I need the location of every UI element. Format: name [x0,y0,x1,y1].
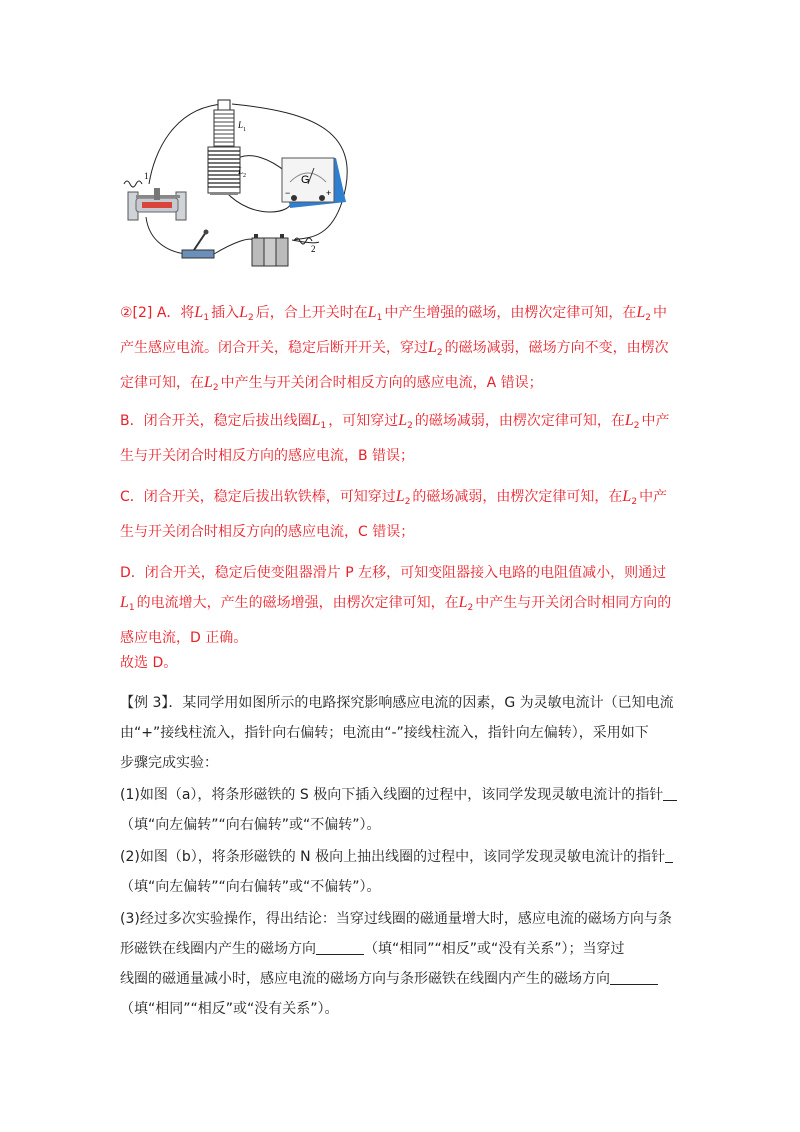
battery [252,234,288,266]
solution-c-line-2: 生与开关闭合时相反方向的感应电流，C 错误； [120,524,415,540]
example-intro-line-3: 步骤完成实验： [120,755,218,771]
switch [182,230,214,259]
question-2 [120,842,680,902]
question-2-answer-blank[interactable] [665,848,673,863]
solution-a-line-1: ②[2] A．将$L_1$ 插入$L_2$ 后，合上开关时在$L_1$ 中产生增强的磁场，由楞次定律可知，在$L_2$ 中 [120,304,667,323]
question-3-line-2: 形磁铁在线圈内产生的磁场方向 （填“相同”“相反”或“没有关系”）；当穿过 [120,941,625,957]
meter-label: G [301,174,310,186]
solution-a-line-3: 定律可知，在$L_2$ 中产生与开关闭合时相反方向的感应电流，A 错误； [120,374,543,393]
solution-option-d [120,558,680,653]
example-intro-line-2: 由“+”接线柱流入，指针向右偏转；电流由“-”接线柱流入，指针向左偏转），采用如下 [120,725,649,741]
coil1 [214,110,234,150]
question-3-line-3: 线圈的磁通量减小时，感应电流的磁场方向与条形磁铁在线圈内产生的磁场方向 [120,964,680,994]
coil2-label-sub: 2 [243,173,246,179]
meter-plus: + [326,188,332,198]
wire-rheostat-switch [146,217,186,254]
circuit-figure [114,92,364,282]
solution-option-b [120,406,680,471]
question-1-line-2: （填“向左偏转”“向右偏转”或“不偏转”）。 [120,817,381,833]
solution-c-line-1: C．闭合开关，稳定后拔出软铁棒，可知穿过$L_2$ 的磁场减弱，由楞次定律可知，在$L_2$ 中产 [120,488,668,507]
wire-switch-battery [214,239,254,254]
question-3-answer-blank-1[interactable] [316,940,364,955]
coil2 [208,147,240,195]
question-2-line-1: (2)如图（b），将条形磁铁的 N 极向上抽出线圈的过程中，该同学发现灵敏电流计的指针 [120,842,680,872]
question-1-line-1: (1)如图（a），将条形磁铁的 S 极向下插入线圈的过程中，该同学发现灵敏电流计的指针 [120,780,680,810]
solution-a-line-2: 产生感应电流。闭合开关，稳定后断开开关，穿过$L_2$ 的磁场减弱，磁场方向不变，由楞次 [120,339,669,358]
solution-d-line-1: D．闭合开关，稳定后使变阻器滑片 P 左移，可知变阻器接入电路的电阻值减小，则通过 [120,565,667,581]
solution-b-line-2: 生与开关闭合时相反方向的感应电流，B 错误； [120,448,415,464]
example-3-intro [120,688,680,778]
question-3 [120,904,680,1024]
question-1 [120,780,680,840]
solution-b-line-1: B．闭合开关，稳定后拔出线圈$L_1$ ，可知穿过$L_2$ 的磁场减弱，由楞次定律可知，在$L_2$ 中产 [120,412,670,431]
question-2-line-2: （填“向左偏转”“向右偏转”或“不偏转”）。 [120,879,381,895]
solution-d-line-2: $L_1$ 的电流增大，产生的磁场增强，由楞次定律可知，在$L_2$ 中产生与开关闭合时相同方向的 [120,594,672,613]
coil1-cap [218,100,230,110]
terminal2-label: 2 [311,244,316,254]
solution-d-line-3: 感应电流，D 正确。 [120,630,248,646]
terminal1-label: 1 [144,171,149,181]
meter-minus: − [285,188,291,198]
solution-option-a [120,298,680,403]
solution-option-c [120,482,680,547]
rheostat [128,188,186,220]
question-1-answer-blank[interactable] [663,786,677,801]
question-3-line-4: （填“相同”“相反”或“没有关系”）。 [120,1001,339,1017]
coil1-label-sub: 1 [243,127,246,133]
galvanometer [282,158,346,208]
question-3-line-1: (3)经过多次实验操作，得出结论：当穿过线圈的磁通量增大时，感应电流的磁场方向与条 [120,911,672,927]
solution-answer: 故选 D。 [120,655,178,671]
terminal1-spring [124,181,142,187]
coil1-label: L [238,120,244,130]
question-3-answer-blank-2[interactable] [610,970,658,985]
example-intro-line-1: 【例 3】．某同学用如图所示的电路探究影响感应电流的因素，G 为灵敏电流计（已知电流 [120,695,674,711]
coil2-label: L [238,166,244,176]
